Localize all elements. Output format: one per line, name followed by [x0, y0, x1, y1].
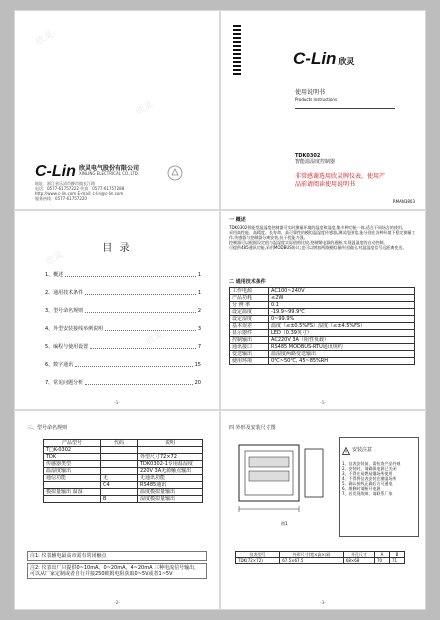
toc-item-label: 5、编程与使用设置 — [45, 344, 89, 350]
overview-para-2: 采用高性能、高精度、长寿命、高可靠性的模拟温湿度传感器,测试范围宽,能分别在各种环境下稳定测量工作,传感器与控制器分离安装,抗干扰能力强。 — [229, 230, 416, 240]
toc-item-page: 7 — [197, 344, 201, 350]
table-row — [44, 447, 203, 454]
row-code: B — [101, 496, 138, 503]
model-rule-page — [14, 410, 220, 610]
company-name-en: XINLING ELECTRICAL CO.,LTD. — [79, 171, 139, 176]
toc-item-page: 15 — [194, 362, 201, 368]
spec-value: 温度（≤±0.5%FS）湿度（≤±4.5%FS） — [269, 323, 415, 330]
cover-title-en: Products Instructions — [295, 97, 338, 102]
row-desc: RS485通讯 — [138, 482, 203, 489]
spec-name: 设定温度 — [230, 309, 269, 316]
toc-item-label: 1、概述 — [45, 272, 64, 278]
overview-para-1: TDK0302智能型温湿度控制器可实时测量环境的温度和湿度,集多种功能一体,适合不同场合的使用。 — [229, 225, 406, 230]
table-row — [230, 358, 415, 365]
company-address: 地址：浙江省乐清市柳市镇长江路 — [35, 181, 95, 186]
row-label — [44, 496, 101, 503]
company-web: http://www.c-lin.com E-mail: c-lin@c-lin.com — [35, 191, 124, 196]
cover-brand-text: C-Lin — [293, 49, 337, 68]
table-row — [230, 295, 415, 302]
specs-table — [229, 287, 415, 365]
device-drawing — [235, 439, 331, 527]
spec-name: 控制输出 — [230, 337, 269, 344]
install-page — [220, 410, 426, 610]
toc-item[interactable] — [45, 325, 201, 332]
table-row — [230, 330, 415, 337]
list-item: 6、维修时请断开电源 — [342, 486, 381, 491]
list-item: 3、不得在易燃易爆场所使用 — [342, 471, 393, 476]
company-hotline: 服务热线：0577-61757220 — [35, 196, 87, 201]
specs-heading: 二 通用技术条件 — [229, 279, 266, 285]
spec-value: AC100~240V — [269, 288, 415, 295]
dims-cell: 68×68 — [343, 558, 374, 564]
col-code: 代码 — [101, 440, 138, 447]
row-desc: 湿度模拟量输出 — [138, 496, 203, 503]
toc-item-label: 6、数字通讯 — [45, 362, 74, 368]
list-item: 4、不得将仪表安装在潮湿场所 — [342, 476, 397, 481]
cover-title-cn: 使用说明书 — [295, 89, 326, 96]
overview-page — [220, 210, 426, 410]
spec-value: AC220V 3A（阻性负载） — [269, 337, 415, 344]
table-row — [44, 454, 203, 461]
model-rule-page-number: -2- — [114, 600, 120, 605]
toc-item[interactable] — [45, 271, 201, 278]
overview-text — [229, 225, 417, 250]
thanks-line-1: 非常感谢选用欣灵牌仪表，使用产 — [295, 173, 386, 180]
spec-name: 产品功耗 — [230, 295, 269, 302]
table-row — [230, 323, 415, 330]
row-code: C4 — [101, 482, 138, 489]
model-rule-table — [43, 439, 203, 503]
spec-name: 设定湿度 — [230, 316, 269, 323]
overview-heading: 一 概述 — [229, 217, 246, 223]
toc-item[interactable] — [45, 343, 201, 350]
table-header-row — [44, 440, 203, 447]
table-row — [44, 475, 203, 482]
toc-item-label: 2、通用技术条件 — [45, 290, 84, 296]
list-item: 5、确认接线正确后方可通电 — [342, 481, 393, 486]
row-code — [101, 454, 138, 461]
brand-logo-text: C-Lin — [35, 163, 76, 180]
safety-title: 安装注意 — [352, 446, 373, 453]
table-row — [230, 316, 415, 323]
row-desc: 220V 3A无源触点输出 — [138, 468, 203, 475]
product-model: TDK0302 — [295, 153, 321, 159]
table-row — [230, 288, 415, 295]
table-row — [230, 309, 415, 316]
dims-cell: 70 — [375, 558, 390, 564]
spec-name: 工作电源 — [230, 288, 269, 295]
cover-logo — [293, 49, 354, 69]
spec-name: 分 辨 率 — [230, 302, 269, 309]
overview-para-4: 可提供485通讯功能,采用MODBUS协议;也可以增加两路模拟量传送输出,对温湿度信号远距离变送。 — [229, 245, 407, 250]
safety-list — [342, 461, 416, 496]
dims-cell: TDK(72×72) — [236, 558, 280, 564]
row-desc: 温度模拟量输出 — [138, 489, 203, 496]
row-code: 无 — [101, 475, 138, 482]
spec-name: 通讯接口 — [230, 344, 269, 351]
dims-header: A — [375, 552, 390, 558]
safety-header — [342, 440, 416, 459]
col-desc: 说明 — [138, 440, 203, 447]
table-row — [44, 489, 203, 496]
overview-para-3: 控制器可以根据设定值与温湿度实际值相比较,控制继电器的通断,实现温湿度的自动控制。 — [229, 240, 388, 245]
spec-name: 使用环境 — [230, 358, 269, 365]
spec-value: LED（0.39英寸） — [269, 330, 415, 337]
company-logo — [35, 161, 76, 181]
overview-page-number: -1- — [320, 400, 326, 405]
toc-item[interactable] — [45, 307, 201, 314]
col-model: 产品型号 — [44, 440, 101, 447]
row-desc: TDK0302-1专用温湿度 — [138, 461, 203, 468]
note-2: 注2: 仪表出厂只提供0~10mA、0~20mA、4~20mA 三种电流信号输出，可以从厂家定制或者自行并接250欧姆电阻获取0~5V或者1~5V — [27, 563, 207, 579]
row-code — [101, 468, 138, 475]
row-code — [101, 489, 138, 496]
toc-item-page: 20 — [194, 380, 201, 386]
dims-cell: 71 — [389, 558, 404, 564]
list-item: 1、仪表安装前，需检查产品外观 — [342, 461, 401, 466]
row-label: 模拟量输出 温湿 — [44, 489, 101, 496]
spec-name: 变送输出 — [230, 351, 269, 358]
toc-item-label: 3、型号命名规则 — [45, 308, 84, 314]
dims-header: 开孔尺寸 — [343, 552, 374, 558]
figure-label: 图1 — [281, 521, 288, 526]
table-row — [236, 558, 405, 564]
model-rule-heading: 三、型号命名规则 — [27, 425, 68, 431]
spec-name: 基本误差 — [230, 323, 269, 330]
table-row — [44, 496, 203, 503]
spec-value: 0℃~50℃, 45~85%RH — [269, 358, 415, 365]
version-code: RMAN3803 — [392, 199, 415, 204]
toc-item-page: 1 — [197, 272, 201, 278]
row-desc: 无通讯功能 — [138, 475, 203, 482]
front-cover-page — [220, 10, 426, 210]
spec-value: RS485 MODBUS-RTU通讯规约 — [269, 344, 415, 351]
toc-item[interactable] — [45, 289, 201, 296]
spec-value: 0~99.9% — [269, 316, 415, 323]
dims-header: B — [389, 552, 404, 558]
toc-title: 目 录 — [102, 243, 132, 254]
dims-cell: 67.5×67.5 — [280, 558, 344, 564]
row-desc: 外型尺寸72×72 — [138, 454, 203, 461]
dimensions-table — [235, 551, 405, 564]
toc-item[interactable] — [45, 379, 201, 386]
recycle-icon — [167, 165, 183, 185]
dims-header: 仪表型号 — [236, 552, 280, 558]
table-row — [44, 468, 203, 475]
thanks-line-2: 品前请阅读使用说明书 — [295, 181, 356, 188]
company-name: 欣灵电气股份有限公司 — [79, 165, 140, 172]
row-label: 温湿度输出 — [44, 468, 101, 475]
toc-item-page: 3 — [197, 326, 201, 332]
cover-brand-cn: 欣灵 — [338, 57, 355, 66]
install-heading: 四 外形及安装尺寸图 — [229, 425, 276, 431]
row-label — [44, 482, 101, 489]
product-name: 智能温湿度控制器 — [295, 159, 336, 165]
row-label: TDK — [44, 454, 101, 461]
barcode-strip — [233, 25, 241, 75]
company-phone: 电话：0577-61757222 传真：0577-61757288 — [35, 186, 125, 191]
row-code — [101, 461, 138, 468]
spec-value: ≤2W — [269, 295, 415, 302]
warning-icon — [342, 440, 350, 459]
list-item: 7、若发现故障，请联系厂家 — [342, 491, 393, 496]
install-page-number: -3- — [320, 600, 326, 605]
toc-item-page: 1 — [197, 290, 201, 296]
model-prefix: T□K-0302 — [44, 447, 101, 454]
table-row — [230, 351, 415, 358]
toc-item[interactable] — [45, 361, 201, 368]
toc-item-label: 7、常见问题分析 — [45, 380, 84, 386]
toc-page: 欣灵 欣灵 目 录 1、概述 1 2、通用技术条件 1 3、型号命名规则 2 4、外型安装接线举例说明 3 5、编程与使用设置 7 6、数字通讯 15 7、常见问题分析 20 -1- — [14, 210, 220, 410]
back-cover-page: 欣灵 欣灵 C-Lin 欣灵电气股份有限公司 XINLING ELECTRICAL CO.,LTD. 地址：浙江省乐清市柳市镇长江路 电话：0577-61757222 传真：0577-61757288 http://www.c-lin.com E-mail: c-lin@c-lin.com 服务热线：0577-61757220 — [14, 10, 220, 210]
toc-item-label: 4、外型安装接线举例说明 — [45, 326, 104, 332]
safety-box — [339, 437, 419, 537]
spec-value: 温湿度两路变送输出 — [269, 351, 415, 358]
spec-value: -19.9~99.9℃ — [269, 309, 415, 316]
table-row — [230, 302, 415, 309]
manual-sheet — [14, 10, 426, 610]
list-item: 2、安装时，请确保电源已关闭 — [342, 466, 397, 471]
note-1: 注1: 仪表辅电最高市需有常闭触点 — [27, 551, 207, 561]
spec-name: 显示器件 — [230, 330, 269, 337]
toc-page-number: -1- — [114, 400, 120, 405]
cover-divider — [295, 108, 395, 109]
table-row — [44, 482, 203, 489]
row-label: 通信功能 — [44, 475, 101, 482]
table-row — [230, 337, 415, 344]
row-label: 传感器类型 — [44, 461, 101, 468]
toc-item-page: 2 — [197, 308, 201, 314]
table-row — [230, 344, 415, 351]
table-row — [44, 461, 203, 468]
dims-header: 外形尺寸(宽×高×深) — [280, 552, 344, 558]
spec-value: 0.1 — [269, 302, 415, 309]
